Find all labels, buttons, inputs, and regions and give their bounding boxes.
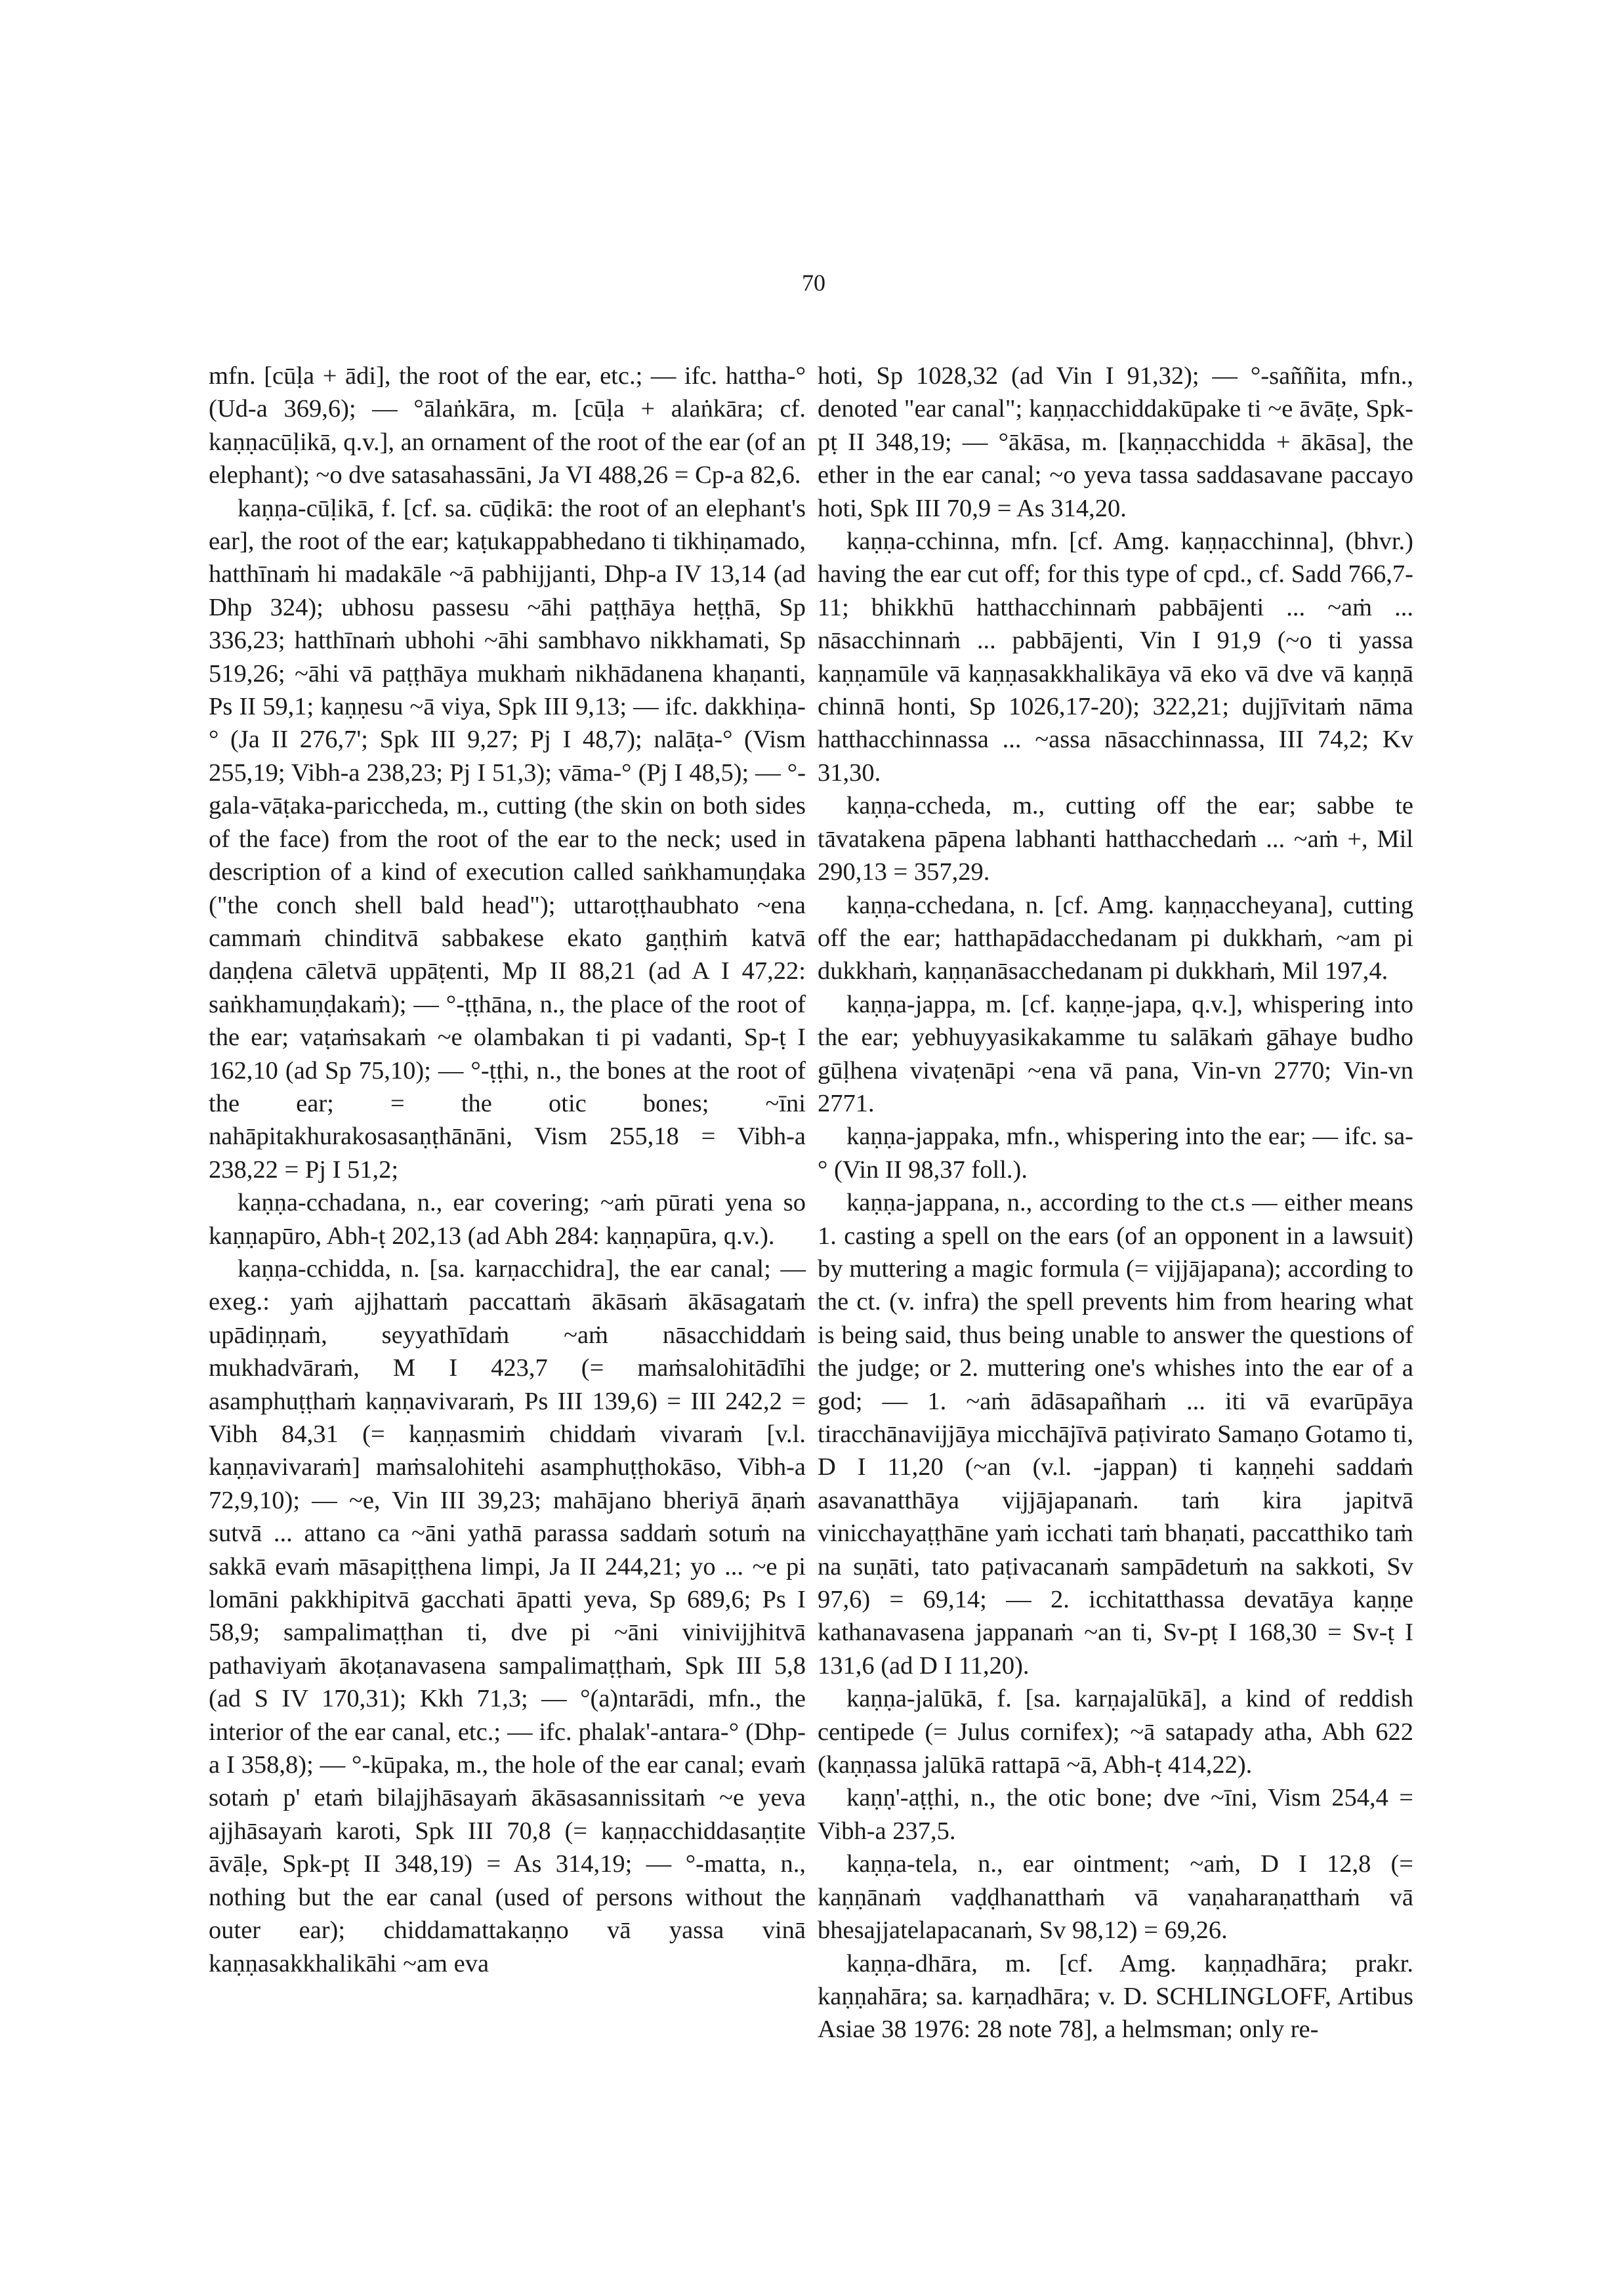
entry-paragraph: kaṇṇa-cchinna, mfn. [cf. Amg. kaṇṇacchinna], (bhvr.) having the ear cut off; for this type of cpd., cf. Sadd 766,7-11; bhikkhū hatthacchinnaṁ pabbājenti ... ~aṁ ... nāsacchinnaṁ ... pabbājenti, Vin I 91,9 (~o ti yassa kaṇṇamūle vā kaṇṇasakkhalikāya vā eko vā dve vā kaṇṇā chinnā honti, Sp 1026,17-20); 322,21; dujjīvitaṁ nāma hatthacchinnassa ... ~assa nāsacchinnassa, III 74,2; Kv 31,30.: [818, 527, 1413, 787]
right-column: [818, 360, 1413, 2046]
page-number: 70: [802, 270, 825, 296]
entry-paragraph: kaṇṇa-jappana, n., according to the ct.s — either means 1. casting a spell on the ears (of an opponent in a lawsuit) by muttering a magic formula (= vijjājapana); according to the ct. (v. infra) the spell prevents him from hearing what is being said, thus being unable to answer the questions of the judge; or 2. muttering one's whishes into the ear of a god; — 1. ~aṁ ādāsapañhaṁ ... iti vā evarūpāya tiracchānavijjāya micchājīvā paṭivirato Samaṇo Gotamo ti, D I 11,20 (~an (v.l. -jappan) ti kaṇṇehi saddaṁ asavanatthāya vijjājapanaṁ. taṁ kira japitvā vinicchayaṭṭhāne yaṁ icchati taṁ bhaṇati, paccatthiko taṁ na suṇāti, tato paṭivacanaṁ sampādetuṁ na sakkoti, Sv 97,6) = 69,14; — 2. icchitatthassa devatāya kaṇṇe kathanavasena jappanaṁ ~an ti, Sv-pṭ I 168,30 = Sv-ṭ I 131,6 (ad D I 11,20).: [818, 1189, 1413, 1680]
left-column: [209, 360, 806, 1980]
entry-paragraph: mfn. [cūḷa + ādi], the root of the ear, etc.; — ifc. hattha-° (Ud-a 369,6); — °ālaṅkāra, m. [cūḷa + alaṅkāra; cf. kaṇṇacūḷikā, q.v.], an ornament of the root of the ear (of an elephant); ~o dve satasahassāni, Ja VI 488,26 = Cp-a 82,6.: [209, 362, 806, 489]
entry-paragraph: kaṇṇa-dhāra, m. [cf. Amg. kaṇṇadhāra; prakr. kaṇṇahāra; sa. karṇadhāra; v. D. SCHLINGLOFF, Artibus Asiae 38 1976: 28 note 78], a helmsman; only re-: [818, 1949, 1413, 2044]
entry-paragraph: kaṇṇa-jappaka, mfn., whispering into the ear; — ifc. sa-° (Vin II 98,37 foll.).: [818, 1123, 1413, 1184]
entry-paragraph: kaṇṇa-cūḷikā, f. [cf. sa. cūḍikā: the root of an elephant's ear], the root of the ear; kaṭukappabhedano ti tikhiṇamado, hatthīnaṁ hi madakāle ~ā pabhijjanti, Dhp-a IV 13,14 (ad Dhp 324); ubhosu passesu ~āhi paṭṭhāya heṭṭhā, Sp 336,23; hatthīnaṁ ubhohi ~āhi sambhavo nikkhamati, Sp 519,26; ~āhi vā paṭṭhāya mukhaṁ nikhādanena khaṇanti, Ps II 59,1; kaṇṇesu ~ā viya, Spk III 9,13; — ifc. dakkhiṇa-° (Ja II 276,7'; Spk III 9,27; Pj I 48,7); nalāṭa-° (Vism 255,19; Vibh-a 238,23; Pj I 51,3); vāma-° (Pj I 48,5); — °-gala-vāṭaka-pariccheda, m., cutting (the skin on both sides of the face) from the root of the ear to the neck; used in description of a kind of execution called saṅkhamuṇḍaka ("the conch shell bald head"); uttaroṭṭhaubhato ~ena cammaṁ chinditvā sabbakese ekato gaṇṭhiṁ katvā daṇḍena cāletvā uppāṭenti, Mp II 88,21 (ad A I 47,22: saṅkhamuṇḍakaṁ); — °-ṭṭhāna, n., the place of the root of the ear; vaṭaṁsakaṁ ~e olambakan ti pi vadanti, Sp-ṭ I 162,10 (ad Sp 75,10); — °-ṭṭhi, n., the bones at the root of the ear; = the otic bones; ~īni nahāpitakhurakosasaṇṭhānāni, Vism 255,18 = Vibh-a 238,22 = Pj I 51,2;: [209, 494, 806, 1184]
entry-paragraph: kaṇṇa-jappa, m. [cf. kaṇṇe-japa, q.v.], whispering into the ear; yebhuyyasikakamme tu salākaṁ gāhaye budho gūḷhena vivaṭenāpi ~ena vā pana, Vin-vn 2770; Vin-vn 2771.: [818, 990, 1413, 1117]
entry-paragraph: kaṇṇa-cchidda, n. [sa. karṇacchidra], the ear canal; — exeg.: yaṁ ajjhattaṁ paccattaṁ ākāsaṁ ākāsagataṁ upādiṇṇaṁ, seyyathīdaṁ ~aṁ nāsacchiddaṁ mukhadvāraṁ, M I 423,7 (= maṁsalohitādīhi asamphuṭṭhaṁ kaṇṇavivaraṁ, Ps III 139,6) = III 242,2 = Vibh 84,31 (= kaṇṇasmiṁ chiddaṁ vivaraṁ [v.l. kaṇṇavivaraṁ] maṁsalohitehi asamphuṭṭhokāso, Vibh-a 72,9,10); — ~e, Vin III 39,23; mahājano bheriyā āṇaṁ sutvā ... attano ca ~āni yathā parassa saddaṁ sotuṁ na sakkā evaṁ māsapiṭṭhena limpi, Ja II 244,21; yo ... ~e pi lomāni pakkhipitvā gacchati āpatti yeva, Sp 689,6; Ps I 58,9; sampalimaṭṭhan ti, dve pi ~āni vinivijjhitvā pathaviyaṁ ākoṭanavasena sampalimaṭṭhaṁ, Spk III 5,8 (ad S IV 170,31); Kkh 71,3; — °(a)ntarādi, mfn., the interior of the ear canal, etc.; — ifc. phalak'-antara-° (Dhp-a I 358,8); — °-kūpaka, m., the hole of the ear canal; evaṁ sotaṁ p' etaṁ bilajjhāsayaṁ ākāsasannissitaṁ ~e yeva ajjhāsayaṁ karoti, Spk III 70,8 (= kaṇṇacchiddasaṇṭite āvāḷe, Spk-pṭ II 348,19) = As 314,19; — °-matta, n., nothing but the ear canal (used of persons without the outer ear); chiddamattakaṇṇo vā yassa vinā kaṇṇasakkhalikāhi ~am eva: [209, 1254, 806, 1977]
entry-paragraph: kaṇṇa-tela, n., ear ointment; ~aṁ, D I 12,8 (= kaṇṇānaṁ vaḍḍhanatthaṁ vā vaṇaharaṇatthaṁ vā bhesajjatelapacanaṁ, Sv 98,12) = 69,26.: [818, 1850, 1413, 1945]
entry-paragraph: kaṇṇa-ccheda, m., cutting off the ear; sabbe te tāvatakena pāpena labhanti hatthacchedaṁ ... ~aṁ +, Mil 290,13 = 357,29.: [818, 792, 1413, 886]
entry-paragraph: hoti, Sp 1028,32 (ad Vin I 91,32); — °-saññita, mfn., denoted "ear canal"; kaṇṇacchiddakūpake ti ~e āvāṭe, Spk-pṭ II 348,19; — °ākāsa, m. [kaṇṇacchidda + ākāsa], the ether in the ear canal; ~o yeva tassa saddasavane paccayo hoti, Spk III 70,9 = As 314,20.: [818, 362, 1413, 522]
entry-paragraph: kaṇṇa-jalūkā, f. [sa. karṇajalūkā], a kind of reddish centipede (= Julus cornifex); ~ā satapady atha, Abh 622 (kaṇṇassa jalūkā rattapā ~ā, Abh-ṭ 414,22).: [818, 1685, 1413, 1779]
entry-paragraph: kaṇṇ'-aṭṭhi, n., the otic bone; dve ~īni, Vism 254,4 = Vibh-a 237,5.: [818, 1784, 1413, 1845]
entry-paragraph: kaṇṇa-cchedana, n. [cf. Amg. kaṇṇaccheyana], cutting off the ear; hatthapādacchedanam pi dukkhaṁ, ~am pi dukkhaṁ, kaṇṇanāsacchedanam pi dukkhaṁ, Mil 197,4.: [818, 891, 1413, 985]
entry-paragraph: kaṇṇa-cchadana, n., ear covering; ~aṁ pūrati yena so kaṇṇapūro, Abh-ṭ 202,13 (ad Abh 284: kaṇṇapūra, q.v.).: [209, 1189, 806, 1250]
